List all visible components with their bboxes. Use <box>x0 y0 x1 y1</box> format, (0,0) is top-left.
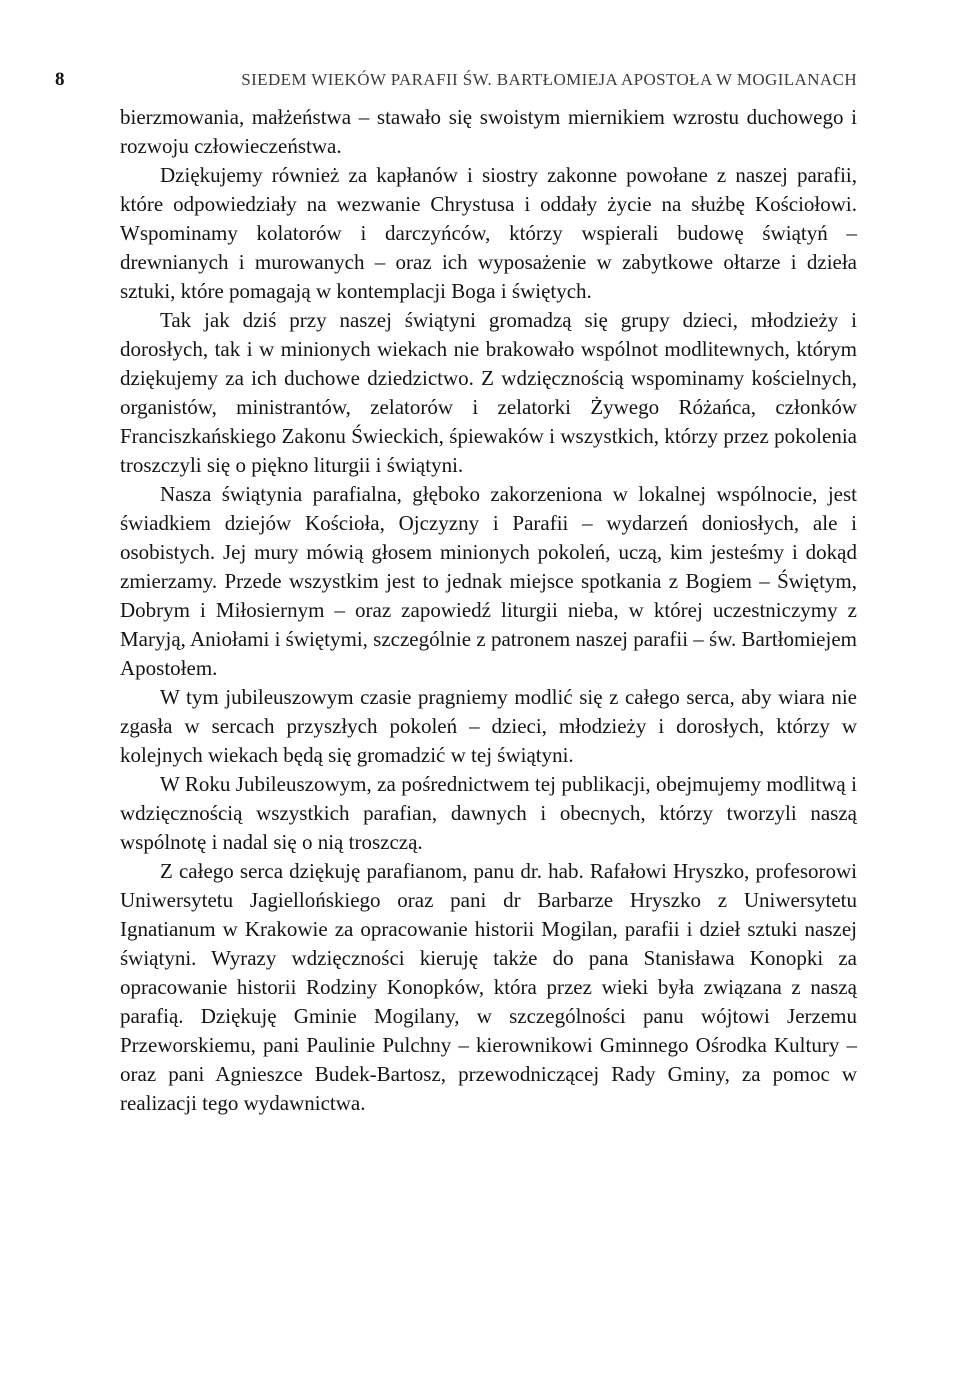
paragraph-7: Z całego serca dziękuję parafianom, panu dr. hab. Rafałowi Hryszko, profesorowi Uniwersytetu Jagiellońskiego oraz pani dr Barbarze Hryszko z Uniwersytetu Ignatianum w Krakowie za opracowanie historii Mogilan, parafii i dzieł sztuki naszej świątyni. Wyrazy wdzięczności kieruję także do pana Stanisława Konopki za opracowanie historii Rodziny Konopków, która przez wieki była związana z naszą parafią. Dziękuję Gminie Mogilany, w szczególności panu wójtowi Jerzemu Przeworskiemu, pani Paulinie Pulchny – kierownikowi Gminnego Ośrodka Kultury – oraz pani Agnieszce Budek-Bartosz, przewodniczącej Rady Gminy, za pomoc w realizacji tego wydawnictwa. <box>120 859 857 1115</box>
paragraph-2: Dziękujemy również za kapłanów i siostry zakonne powołane z naszej parafii, które odpowiedziały na wezwanie Chrystusa i oddały życie na służbę Kościołowi. Wspominamy kolatorów i darczyńców, którzy wspierali budowę świątyń – drewnianych i murowanych – oraz ich wyposażenie w zabytkowe ołtarze i dzieła sztuki, które pomagają w kontemplacji Boga i świętych. <box>120 163 857 303</box>
paragraph-3: Tak jak dziś przy naszej świątyni gromadzą się grupy dzieci, młodzieży i dorosłych, tak i w minionych wiekach nie brakowało wspólnot modlitewnych, którym dziękujemy za ich duchowe dziedzictwo. Z wdzięcznością wspominamy kościelnych, organistów, ministrantów, zelatorów i zelatorki Żywego Różańca, członków Franciszkańskiego Zakonu Świeckich, śpiewaków i wszystkich, którzy przez pokolenia troszczyli się o piękno liturgii i świątyni. <box>120 308 857 477</box>
page-number: 8 <box>55 69 65 90</box>
paragraph-5: W tym jubileuszowym czasie pragniemy modlić się z całego serca, aby wiara nie zgasła w sercach przyszłych pokoleń – dzieci, młodzieży i dorosłych, którzy w kolejnych wiekach będą się gromadzić w tej świątyni. <box>120 685 857 767</box>
body-text <box>120 103 857 1118</box>
paragraph-1: bierzmowania, małżeństwa – stawało się swoistym miernikiem wzrostu duchowego i rozwoju człowieczeństwa. <box>120 105 857 158</box>
paragraph-6: W Roku Jubileuszowym, za pośrednictwem tej publikacji, obejmujemy modlitwą i wdzięcznością wszystkich parafian, dawnych i obecnych, którzy tworzyli naszą wspólnotę i nadal się o nią troszczą. <box>120 772 857 854</box>
page-header <box>0 68 974 94</box>
running-header: SIEDEM WIEKÓW PARAFII ŚW. BARTŁOMIEJA APOSTOŁA W MOGILANACH <box>241 70 857 89</box>
paragraph-4: Nasza świątynia parafialna, głęboko zakorzeniona w lokalnej wspólnocie, jest świadkiem dziejów Kościoła, Ojczyzny i Parafii – wydarzeń doniosłych, ale i osobistych. Jej mury mówią głosem minionych pokoleń, uczą, kim jesteśmy i dokąd zmierzamy. Przede wszystkim jest to jednak miejsce spotkania z Bogiem – Świętym, Dobrym i Miłosiernym – oraz zapowiedź liturgii nieba, w której uczestniczymy z Maryją, Aniołami i świętymi, szczególnie z patronem naszej parafii – św. Bartłomiejem Apostołem. <box>120 482 857 680</box>
